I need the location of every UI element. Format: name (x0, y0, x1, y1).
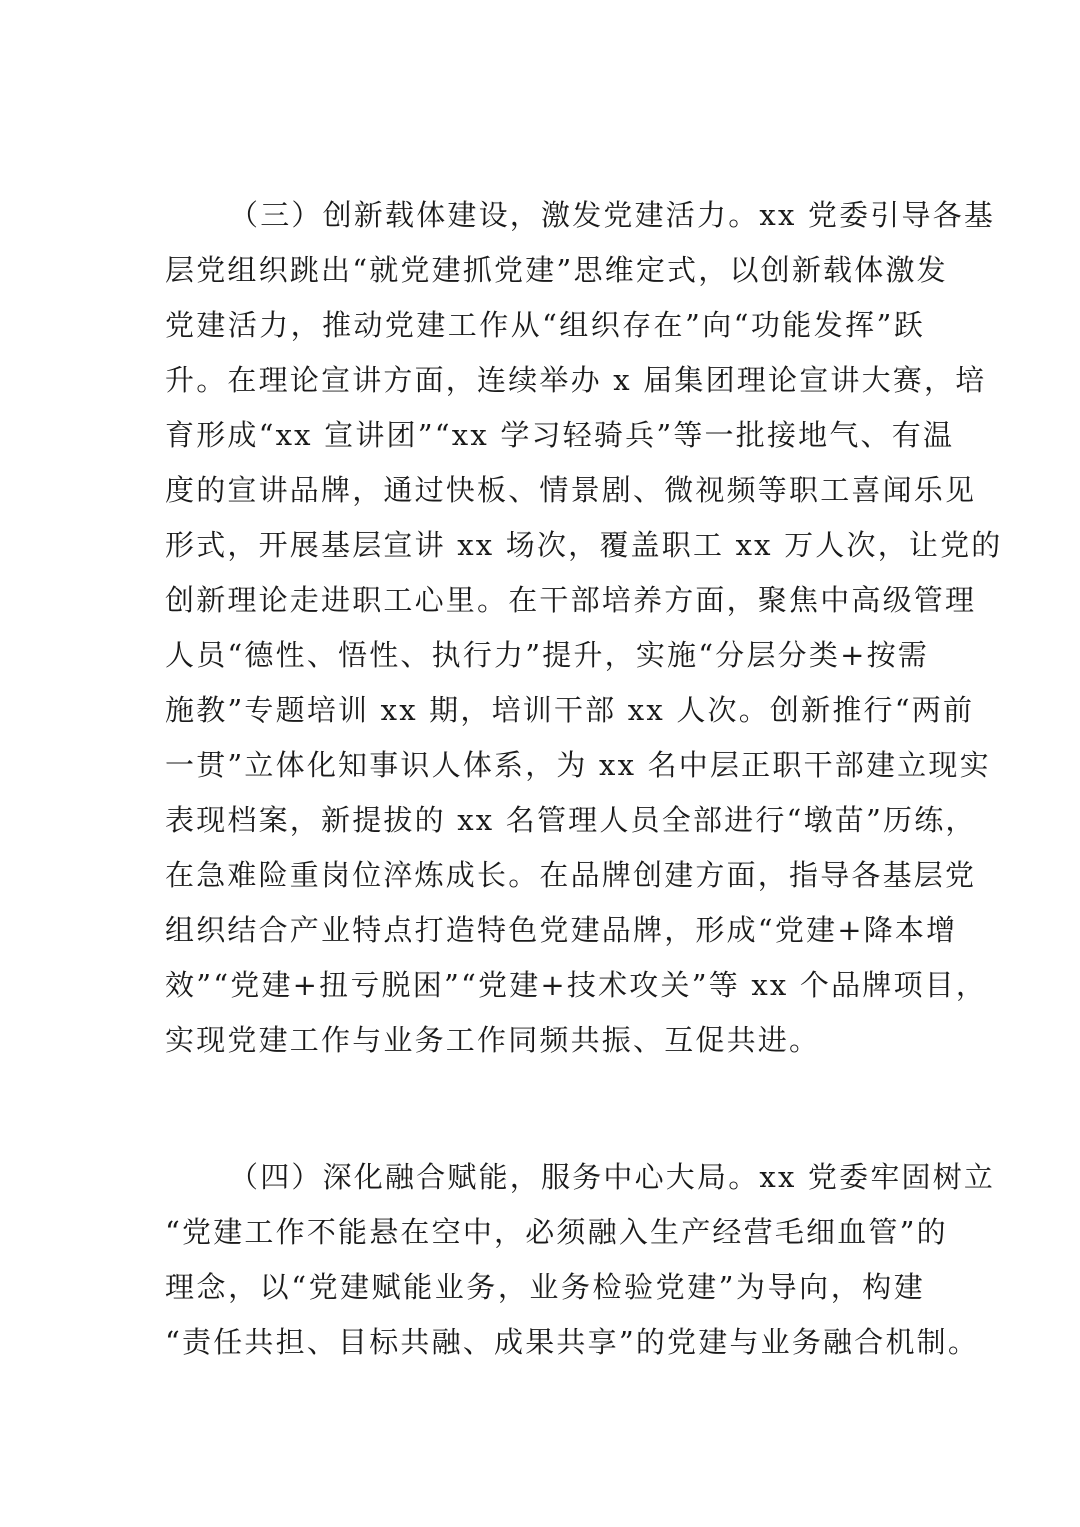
text-line: 施教”专题培训 xx 期，培训干部 xx 人次。创新推行“两前 (165, 693, 975, 727)
text-line: 理念，以“党建赋能业务，业务检验党建”为导向，构建 (165, 1270, 925, 1304)
text-line: “责任共担、目标共融、成果共享”的党建与业务融合机制。 (165, 1325, 980, 1359)
text-line: 层党组织跳出“就党建抓党建”思维定式，以创新载体激发 (165, 253, 948, 287)
text-line: 效”“党建+扭亏脱困”“党建+技术攻关”等 xx 个品牌项目， (165, 968, 988, 1002)
text-line: 党建活力，推动党建工作从“组织存在”向“功能发挥”跃 (165, 308, 925, 342)
paragraph-innovation-carriers (165, 188, 1003, 1068)
text-line: 在急难险重岗位淬炼成长。在品牌创建方面，指导各基层党 (165, 858, 977, 892)
text-line: （三）创新载体建设，激发党建活力。xx 党委引导各基 (229, 198, 996, 232)
paragraph-integration-empowerment (165, 1150, 996, 1370)
text-line: 形式，开展基层宣讲 xx 场次，覆盖职工 xx 万人次，让党的 (165, 528, 1003, 562)
text-line: 育形成“xx 宣讲团”“xx 学习轻骑兵”等一批接地气、有温 (165, 418, 955, 452)
text-line: 表现档案，新提拔的 xx 名管理人员全部进行“墩苗”历练， (165, 803, 977, 837)
text-line: （四）深化融合赋能，服务中心大局。xx 党委牢固树立 (229, 1160, 996, 1194)
text-line: 升。在理论宣讲方面，连续举办 x 届集团理论宣讲大赛，培 (165, 363, 987, 397)
text-line: 实现党建工作与业务工作同频共振、互促共进。 (165, 1023, 821, 1057)
text-line: 人员“德性、悟性、执行力”提升，实施“分层分类+按需 (165, 638, 929, 672)
text-line: 组织结合产业特点打造特色党建品牌，形成“党建+降本增 (165, 913, 958, 947)
text-line: 度的宣讲品牌，通过快板、情景剧、微视频等职工喜闻乐见 (165, 473, 977, 507)
text-line: 一贯”立体化知事识人体系，为 xx 名中层正职干部建立现实 (165, 748, 991, 782)
text-line: “党建工作不能悬在空中，必须融入生产经营毛细血管”的 (165, 1215, 948, 1249)
text-line: 创新理论走进职工心里。在干部培养方面，聚焦中高级管理 (165, 583, 977, 617)
